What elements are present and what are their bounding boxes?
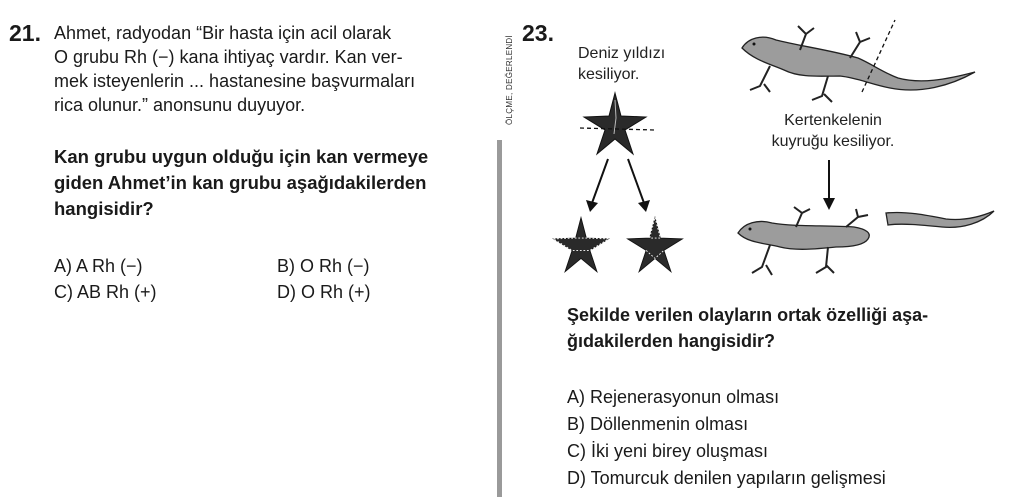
starfish-cut-illustration [580, 90, 650, 160]
prompt-line: hangisidir? [54, 198, 154, 219]
q23-option-c[interactable]: C) İki yeni birey oluşması [567, 441, 769, 461]
q21-option-d[interactable]: D) O Rh (+) [277, 282, 371, 302]
regenerated-starfish-right-icon [624, 215, 686, 277]
starfish-caption [578, 43, 665, 85]
page-divider [497, 140, 502, 497]
caption-line: kesiliyor. [578, 66, 640, 83]
caption-line: Deniz yıldızı [578, 45, 666, 62]
q23-option-a[interactable]: A) Rejenerasyonun olması [567, 387, 780, 407]
starfish-arrows [580, 155, 670, 215]
question-23-number: 23. [522, 20, 554, 46]
lizard-regeneration-illustration [736, 205, 996, 285]
caption-line: kuyruğu kesiliyor. [771, 133, 895, 150]
prompt-line: ğıdakilerden hangisidir? [567, 331, 776, 351]
question-23-prompt [567, 302, 997, 354]
q23-option-b[interactable]: B) Döllenmenin olması [567, 414, 749, 434]
regenerated-starfish-left-icon [550, 215, 612, 277]
question-21-number: 21. [9, 20, 41, 46]
stem-line: O grubu Rh (−) kana ihtiyaç vardır. Kan ver- [54, 47, 403, 67]
q21-option-c[interactable]: C) AB Rh (+) [54, 282, 157, 302]
prompt-line: Şekilde verilen olayların ortak özelliği aşa- [567, 305, 929, 325]
caption-line: Kertenkelenin [784, 112, 882, 129]
lizard-cut-illustration [740, 20, 980, 120]
stem-line: mek isteyenlerin ... hastanesine başvurmaları [54, 71, 416, 91]
q23-option-d[interactable]: D) Tomurcuk denilen yapıların gelişmesi [567, 468, 886, 488]
q21-option-b[interactable]: B) O Rh (−) [277, 256, 370, 276]
question-21-stem [54, 21, 494, 117]
prompt-line: Kan grubu uygun olduğu için kan vermeye [54, 146, 429, 167]
prompt-line: giden Ahmet’in kan grubu aşağıdakilerden [54, 172, 427, 193]
stem-line: Ahmet, radyodan “Bir hasta için acil olarak [54, 23, 392, 43]
question-21-prompt [54, 144, 494, 222]
q21-option-a[interactable]: A) A Rh (−) [54, 256, 143, 276]
side-label: ÖLÇME, DEĞERLENDİ [505, 34, 514, 125]
stem-line: rica olunur.” anonsunu duyuyor. [54, 95, 306, 115]
